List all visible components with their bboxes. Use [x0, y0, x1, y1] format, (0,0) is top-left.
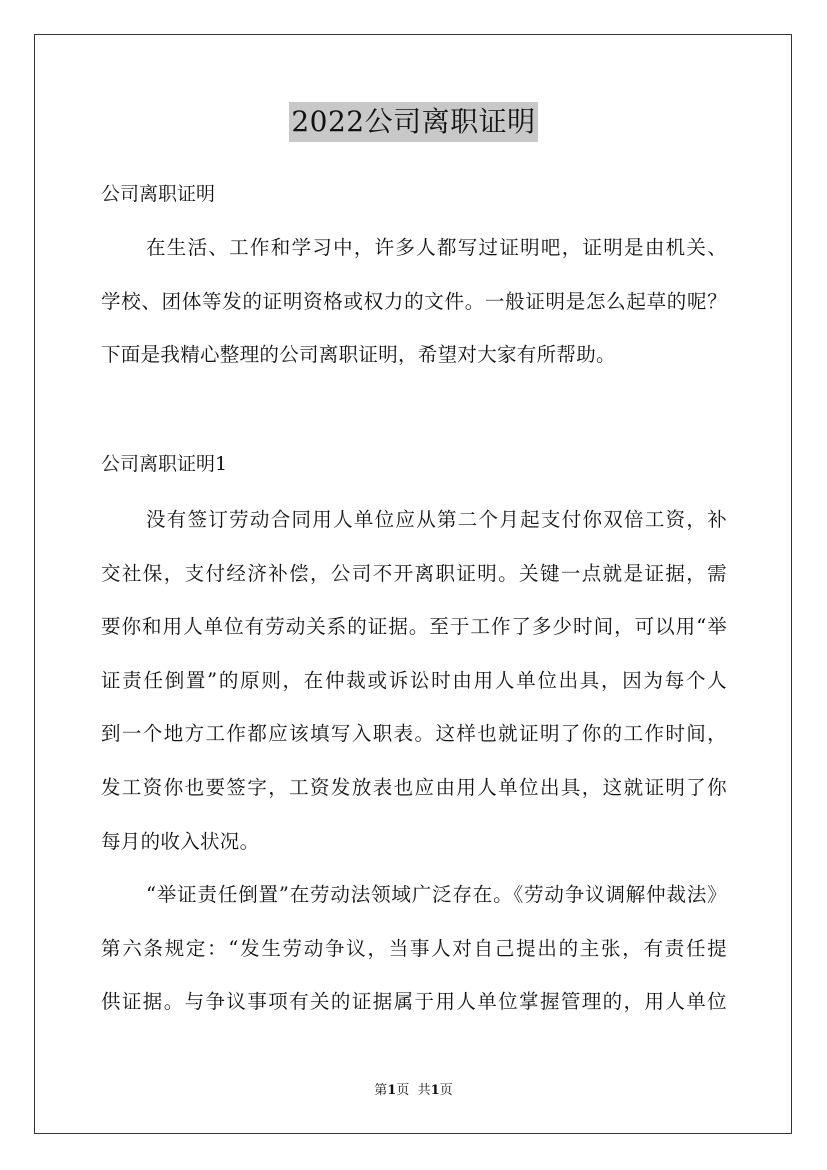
footer-total-number: 1 — [430, 1083, 440, 1098]
paragraph-line: 到一个地方工作都应该填写入职表。这样也就证明了你的工作时间， — [101, 722, 727, 745]
paragraph-line: 学校、团体等发的证明资格或权力的文件。一般证明是怎么起草的呢？ — [101, 290, 727, 313]
paragraph-line: 每月的收入状况。 — [101, 830, 260, 853]
document-title: 2022公司离职证明 — [289, 102, 537, 142]
footer-total-prefix: 共 — [417, 1083, 431, 1098]
paragraph-line: “举证责任倒置”在劳动法领域广泛存在。《劳动争议调解仲裁法》 — [146, 883, 727, 906]
paragraph-line: 下面是我精心整理的公司离职证明，希望对大家有所帮助。 — [101, 343, 616, 366]
paragraph-line: 交社保，支付经济补偿，公司不开离职证明。关键一点就是证据，需 — [101, 562, 727, 585]
paragraph-line: 发工资你也要签字，工资发放表也应由用人单位出具，这就证明了你 — [101, 776, 727, 799]
footer-total-unit: 页 — [439, 1083, 453, 1098]
footer-page-unit: 页 — [396, 1083, 410, 1098]
section-heading: 公司离职证明1 — [101, 453, 228, 475]
paragraph-line: 没有签订劳动合同用人单位应从第二个月起支付你双倍工资，补 — [146, 508, 727, 531]
paragraph-line: 第六条规定：“发生劳动争议，当事人对自己提出的主张，有责任提 — [101, 937, 727, 960]
footer-page-number: 1 — [387, 1083, 397, 1098]
paragraph-line: 要你和用人单位有劳动关系的证据。至于工作了多少时间，可以用“举 — [101, 615, 727, 638]
footer-page-prefix: 第 — [374, 1083, 388, 1098]
paragraph-line: 供证据。与争议事项有关的证据属于用人单位掌握管理的，用人单位 — [101, 990, 727, 1013]
paragraph-line: 证责任倒置”的原则，在仲裁或诉讼时由用人单位出具，因为每个人 — [101, 669, 727, 692]
paragraph-line: 在生活、工作和学习中，许多人都写过证明吧，证明是由机关、 — [146, 236, 727, 259]
title-container — [0, 102, 827, 142]
section-heading: 公司离职证明 — [101, 183, 216, 205]
page-footer — [0, 1082, 827, 1100]
